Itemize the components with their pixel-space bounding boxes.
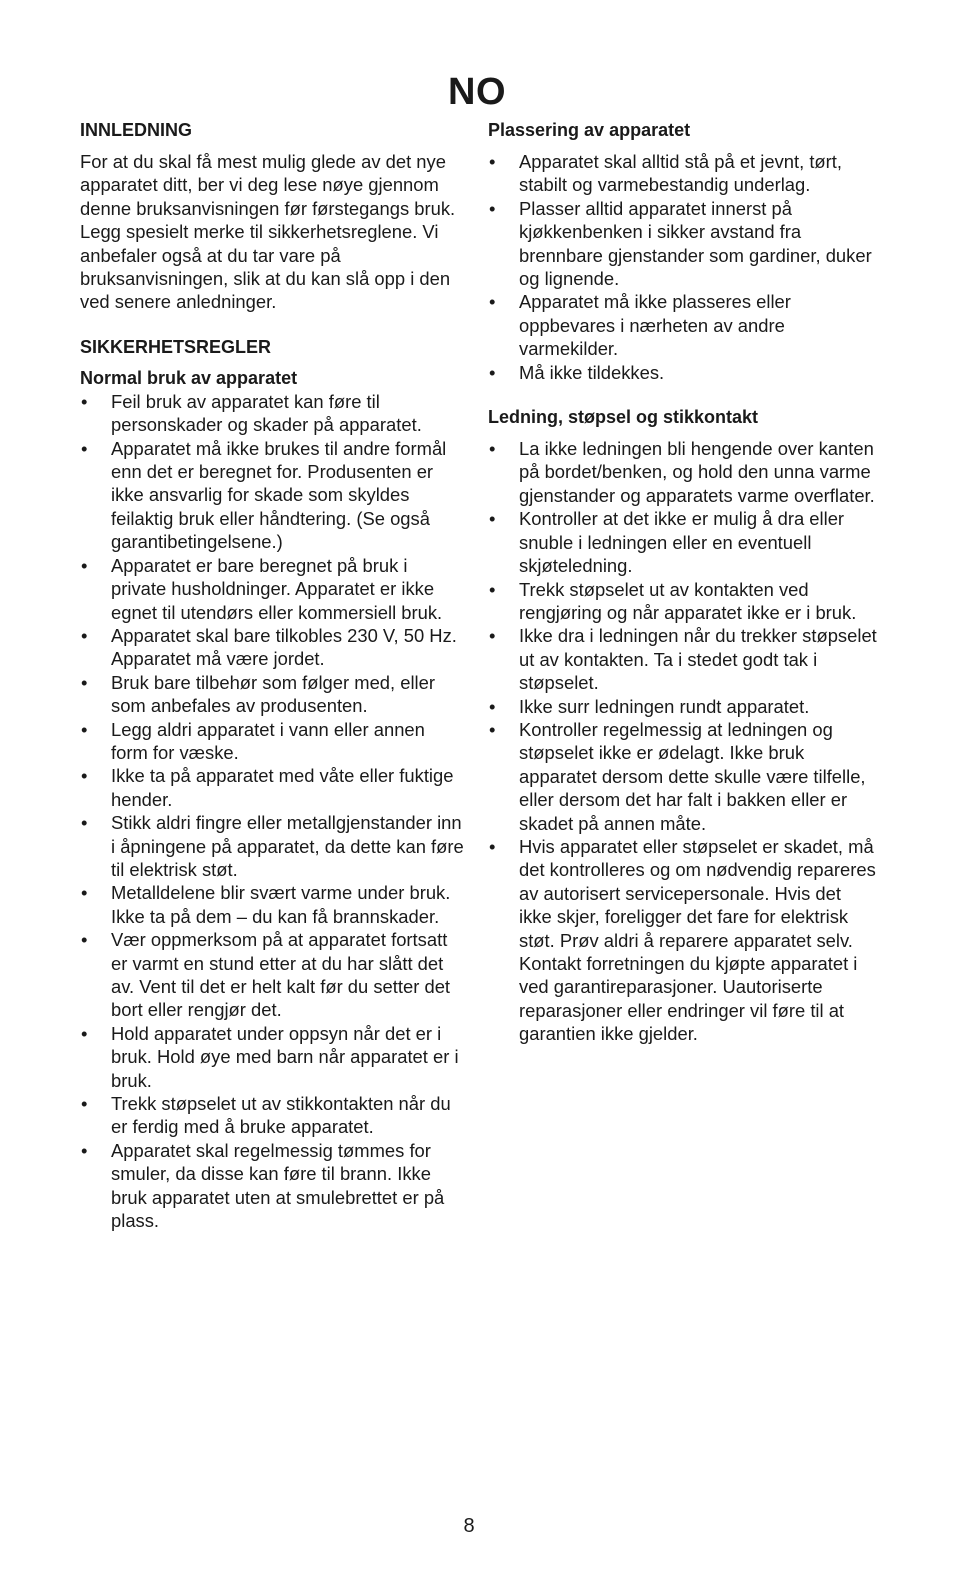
left-column [80, 119, 465, 1232]
bullet-point-icon: • [81, 812, 88, 834]
bullet-text: Trekk støpselet ut av stikkontakten når du er ferdig med å bruke apparatet. [111, 1093, 451, 1138]
placement-list [488, 150, 878, 384]
bullet-point-icon: • [81, 765, 88, 787]
bullet-item [80, 437, 465, 554]
bullet-point-icon: • [489, 695, 496, 717]
placement-heading: Plassering av apparatet [488, 120, 691, 140]
bullet-point-icon: • [81, 437, 88, 459]
bullet-point-icon: • [81, 554, 88, 576]
bullet-text: Må ikke tildekkes. [519, 361, 665, 383]
bullet-item [488, 695, 878, 718]
bullet-text: Hvis apparatet eller støpselet er skadet, må det kontrolleres og om nødvendig repareres av autorisert servicepersonale. Hvis det ikke skjer, foreligger det fare for elektrisk støt. Prøv aldri å reparere apparatet selv. Kontakt forretningen du kjøpte apparatet i ved garantireparasjoner. Uautoriserte reparasjoner eller endringer vil føre til at garantien ikke gjelder. [519, 835, 876, 1045]
bullet-item [80, 1022, 465, 1092]
bullet-item [488, 835, 878, 1046]
bullet-item [80, 881, 465, 928]
bullet-item [488, 150, 878, 197]
bullet-point-icon: • [81, 624, 88, 646]
bullet-point-icon: • [81, 882, 88, 904]
bullet-point-icon: • [489, 508, 496, 530]
bullet-point-icon: • [81, 390, 88, 412]
bullet-item [80, 624, 465, 671]
bullet-text: Stikk aldri fingre eller metallgjenstander inn i åpningene på apparatet, da dette kan føre til elektrisk støt. [111, 812, 464, 880]
bullet-text: Ikke surr ledningen rundt apparatet. [519, 695, 810, 717]
bullet-point-icon: • [489, 361, 496, 383]
bullet-item [488, 290, 878, 360]
bullet-item [488, 624, 878, 694]
intro-heading: INNLEDNING [80, 120, 192, 140]
bullet-text: Ikke dra i ledningen når du trekker støpselet ut av kontakten. Ta i stedet godt tak i støpselet. [519, 625, 877, 694]
bullet-point-icon: • [81, 671, 88, 693]
bullet-point-icon: • [81, 929, 88, 951]
bullet-text: Plasser alltid apparatet innerst på kjøkkenbenken i sikker avstand fra brennbare gjenstander som gardiner, duker og lignende. [519, 197, 872, 290]
bullet-text: Metalldelene blir svært varme under bruk. Ikke ta på dem – du kan få brannskader. [111, 882, 451, 927]
safety-heading: SIKKERHETSREGLER [80, 336, 272, 357]
bullet-text: Feil bruk av apparatet kan føre til personskader og skader på apparatet. [111, 390, 422, 436]
bullet-point-icon: • [489, 625, 496, 647]
bullet-point-icon: • [489, 151, 496, 172]
page-language-title: NO [448, 71, 506, 113]
bullet-item [80, 390, 465, 437]
bullet-item [488, 507, 878, 577]
bullet-item [80, 1092, 465, 1139]
bullet-item [80, 718, 465, 765]
bullet-text: Kontroller at det ikke er mulig å dra eller snuble i ledningen eller en eventuell skjøteledning. [519, 508, 845, 577]
bullet-item [80, 928, 465, 1022]
bullet-item [80, 1139, 465, 1233]
cord-heading: Ledning, støpsel og stikkontakt [488, 407, 759, 428]
bullet-item [80, 554, 465, 624]
bullet-text: La ikke ledningen bli hengende over kanten på bordet/benken, og hold den unna varme gjenstander og apparatets varme overflater. [519, 438, 875, 506]
intro-paragraph: For at du skal få mest mulig glede av det nye apparatet ditt, ber vi deg lese nøye gjennom denne bruksanvisningen før førstegangs bruk. Legg spesielt merke til sikkerhetsreglene. Vi anbefaler også at du tar vare på bruksanvisningen, slik at du kan slå opp i den ved senere anledninger. [80, 151, 456, 313]
bullet-item [488, 718, 878, 835]
bullet-item [80, 764, 465, 811]
bullet-text: Legg aldri apparatet i vann eller annen form for væske. [111, 718, 425, 763]
normal-use-list [80, 390, 465, 1233]
bullet-text: Hold apparatet under oppsyn når det er i bruk. Hold øye med barn når apparatet er i bruk. [111, 1022, 459, 1091]
bullet-text: Apparatet er bare beregnet på bruk i private husholdninger. Apparatet er ikke egnet til utendørs eller kommersiell bruk. [111, 554, 443, 623]
bullet-item [488, 578, 878, 625]
right-column [488, 119, 878, 1046]
bullet-item [488, 197, 878, 291]
bullet-item [80, 811, 465, 881]
bullet-point-icon: • [489, 835, 496, 857]
bullet-text: Apparatet skal bare tilkobles 230 V, 50 Hz. Apparatet må være jordet. [111, 624, 457, 670]
bullet-text: Kontroller regelmessig at ledningen og støpselet ikke er ødelagt. Ikke bruk apparatet dersom dette skulle være tilfelle, eller dersom det har falt i bakken eller er skadet på annen måte. [519, 718, 866, 834]
bullet-text: Trekk støpselet ut av kontakten ved rengjøring og når apparatet ikke er i bruk. [519, 578, 857, 623]
bullet-text: Apparatet må ikke brukes til andre formål enn det er beregnet for. Produsenten er ikke ansvarlig for skade som skyldes feilaktig bruk eller håndtering. (Se også garantibetingelsene.) [111, 437, 447, 553]
bullet-point-icon: • [489, 291, 496, 313]
bullet-point-icon: • [489, 718, 496, 740]
bullet-point-icon: • [81, 1139, 88, 1161]
bullet-text: Apparatet skal regelmessig tømmes for smuler, da disse kan føre til brann. Ikke bruk apparatet uten at smulebrettet er på plass. [111, 1139, 445, 1232]
bullet-item [80, 671, 465, 718]
bullet-item [488, 361, 878, 384]
bullet-text: Apparatet må ikke plasseres eller oppbevares i nærheten av andre varmekilder. [519, 291, 791, 360]
bullet-text: Vær oppmerksom på at apparatet fortsatt er varmt en stund etter at du har slått det av. Vent til det er helt kalt før du setter det bort eller rengjør det. [111, 929, 451, 1021]
bullet-text: Apparatet skal alltid stå på et jevnt, tørt, stabilt og varmebestandig underlag. [519, 151, 843, 196]
bullet-text: Ikke ta på apparatet med våte eller fuktige hender. [111, 765, 454, 810]
bullet-point-icon: • [489, 578, 496, 600]
bullet-text: Bruk bare tilbehør som følger med, eller som anbefales av produsenten. [111, 671, 435, 717]
bullet-item [488, 437, 878, 507]
page-number: 8 [463, 1515, 475, 1537]
bullet-point-icon: • [81, 1022, 88, 1044]
normal-use-heading: Normal bruk av apparatet [80, 367, 298, 388]
bullet-point-icon: • [489, 438, 496, 460]
bullet-point-icon: • [489, 197, 496, 219]
cord-list [488, 437, 878, 1046]
bullet-point-icon: • [81, 718, 88, 740]
bullet-point-icon: • [81, 1093, 88, 1115]
